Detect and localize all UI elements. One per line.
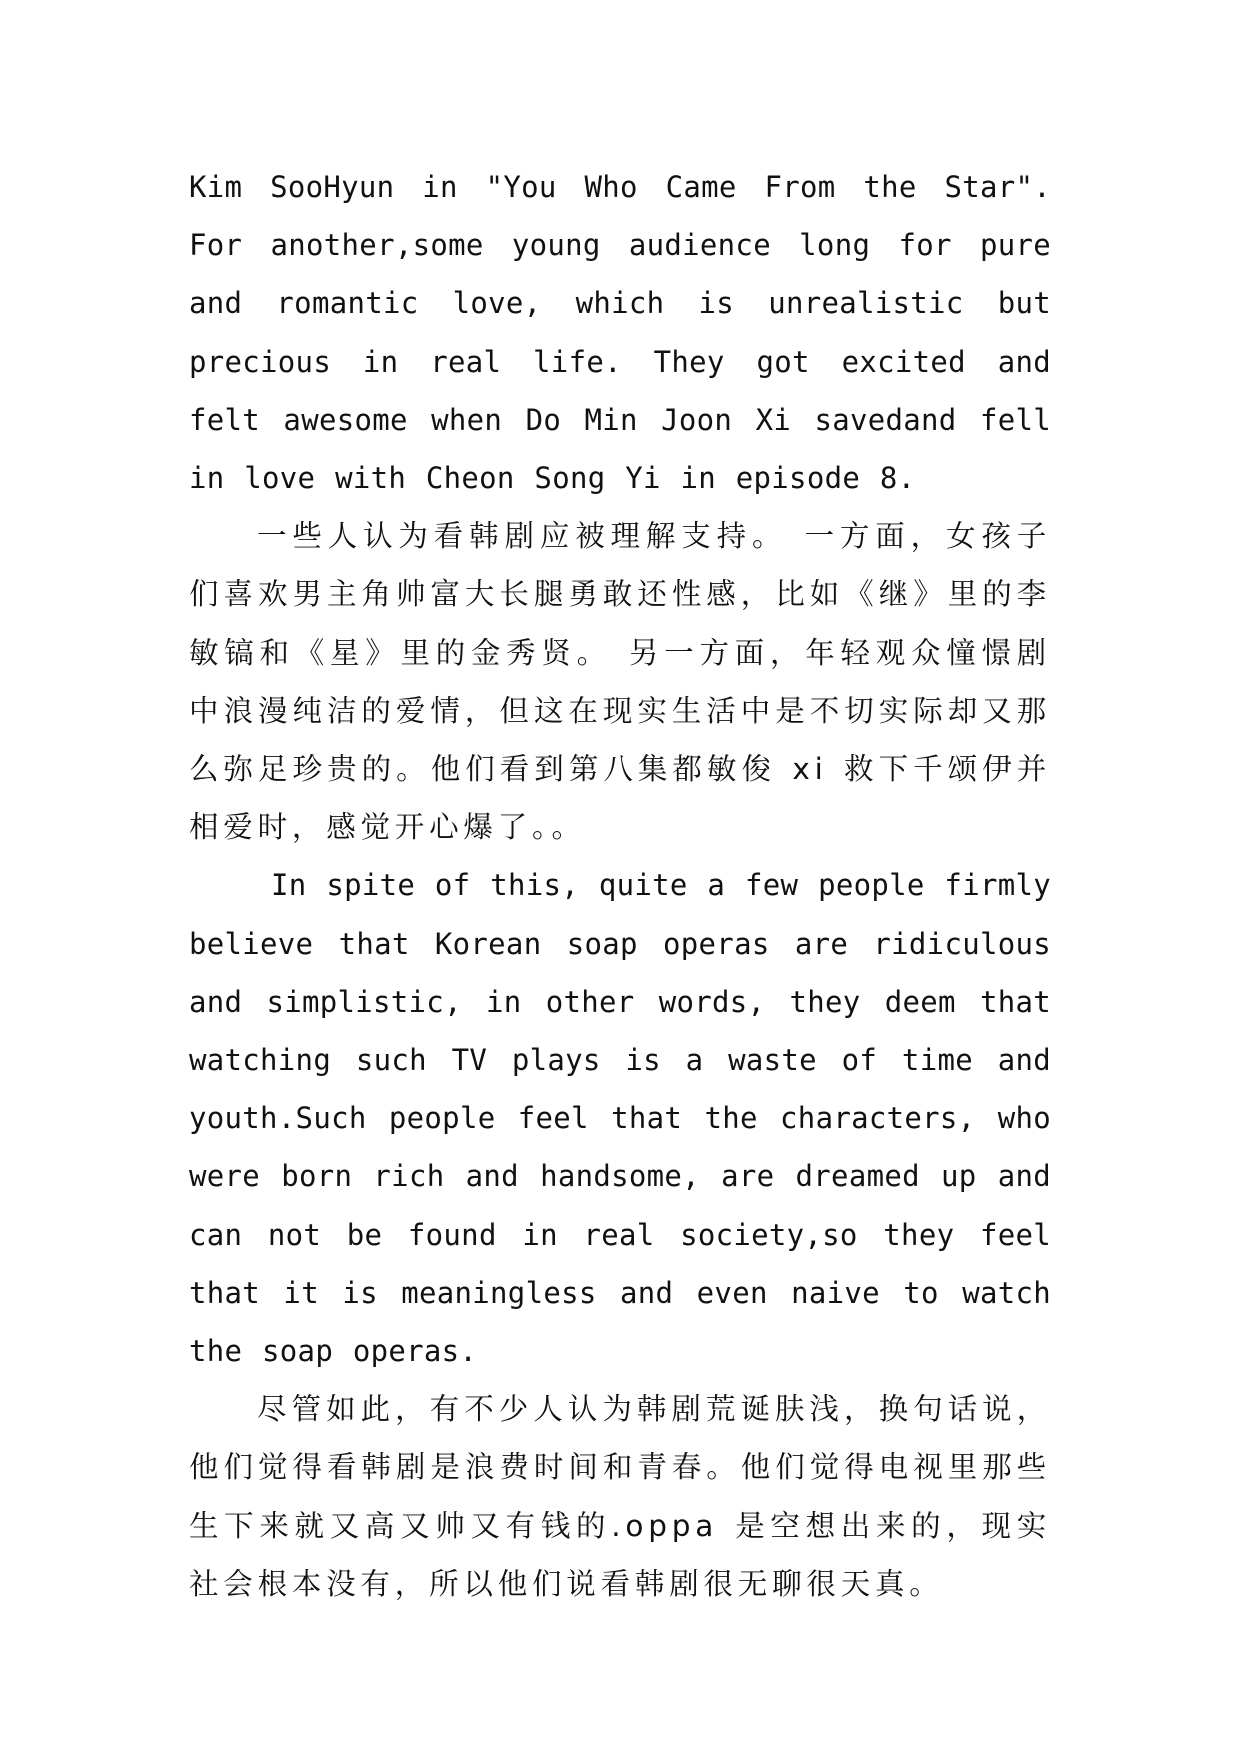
paragraph-english-2: In spite of this, quite a few people firmly believe that Korean soap operas are ridiculous and simplistic, in other words, they deem that watching such TV plays is a waste of time and youth.Such people feel that the characters, who were born rich and handsome, are dreamed up and can not be found in real society,so they feel that it is meaningless and even naive to watch the soap operas.	[189, 868, 1051, 1369]
paragraph-chinese-2: 尽管如此，有不少人认为韩剧荒诞肤浅，换句话说，他们觉得看韩剧是浪费时间和青春。他们觉得电视里那些生下来就又高又帅又有钱的.oppa 是空想出来的，现实社会根本没有，所以他们说看韩剧很无聊很天真。	[189, 1392, 1051, 1601]
document-body	[189, 158, 1051, 1613]
paragraph-english-1: Kim SooHyun in "You Who Came From the Star". For another,some young audience long for pure and romantic love, which is unrealistic but precious in real life. They got excited and felt awesome when Do Min Joon Xi savedand fell in love with Cheon Song Yi in episode 8.	[189, 170, 1051, 496]
paragraph-chinese-1: 一些人认为看韩剧应被理解支持。 一方面，女孩子们喜欢男主角帅富大长腿勇敢还性感，比如《继》里的李敏镐和《星》里的金秀贤。 另一方面，年轻观众憧憬剧中浪漫纯洁的爱情，但这在现实生活中是不切实际却又那么弥足珍贵的。他们看到第八集都敏俊 xi 救下千颂伊并相爱时，感觉开心爆了。。	[189, 519, 1051, 845]
